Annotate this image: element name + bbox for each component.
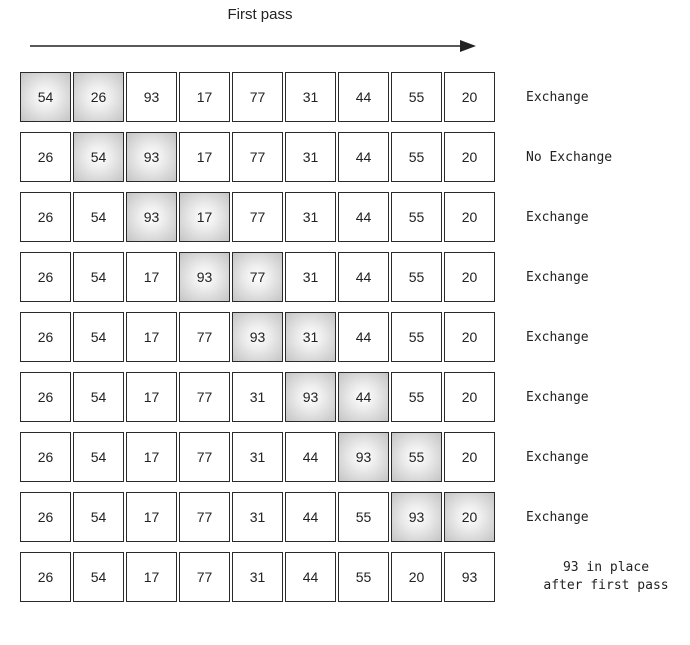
- array-cell: 54: [73, 252, 124, 302]
- array-cell: 77: [232, 132, 283, 182]
- array-cell: 31: [232, 552, 283, 602]
- array-cell: 17: [179, 132, 230, 182]
- array-cell: 77: [232, 192, 283, 242]
- array-cell: 17: [126, 492, 177, 542]
- array-cell: 55: [391, 72, 442, 122]
- array-cell: 77: [179, 552, 230, 602]
- row-result-label: Exchange: [526, 269, 589, 285]
- array-cell: 44: [338, 312, 389, 362]
- array-cell: 26: [20, 492, 71, 542]
- compared-cell: 44: [338, 372, 389, 422]
- row-result-label: No Exchange: [526, 149, 613, 165]
- array-cell: 26: [20, 252, 71, 302]
- compared-cell: 26: [73, 72, 124, 122]
- array-cell: 77: [179, 372, 230, 422]
- array-cell: 20: [444, 372, 495, 422]
- array-cell: 44: [285, 492, 336, 542]
- array-cell: 77: [179, 492, 230, 542]
- array-cell: 26: [20, 192, 71, 242]
- array-cell: 31: [285, 252, 336, 302]
- array-cell: 93: [444, 552, 495, 602]
- array-cell: 44: [338, 192, 389, 242]
- array-cell: 31: [232, 492, 283, 542]
- array-cell: 17: [126, 432, 177, 482]
- array-cell: 26: [20, 552, 71, 602]
- array-cell: 17: [179, 72, 230, 122]
- array-cell: 55: [391, 372, 442, 422]
- arrow-head: [460, 40, 476, 52]
- array-cell: 26: [20, 432, 71, 482]
- row-result-label: Exchange: [526, 329, 589, 345]
- array-cell: 20: [391, 552, 442, 602]
- row-result-label: Exchange: [526, 509, 589, 525]
- array-cell: 31: [285, 192, 336, 242]
- array-cell: 54: [73, 432, 124, 482]
- pass-row: [20, 192, 685, 244]
- array-cell: 20: [444, 72, 495, 122]
- array-cell: 26: [20, 312, 71, 362]
- compared-cell: 55: [391, 432, 442, 482]
- array-cell: 17: [126, 372, 177, 422]
- array-cell: 54: [73, 312, 124, 362]
- row-result-label: Exchange: [526, 449, 589, 465]
- compared-cell: 93: [126, 132, 177, 182]
- array-cell: 55: [338, 492, 389, 542]
- array-cell: 54: [73, 492, 124, 542]
- array-cell: 17: [126, 552, 177, 602]
- array-cell: 44: [338, 132, 389, 182]
- array-cell: 31: [232, 432, 283, 482]
- array-cell: 20: [444, 132, 495, 182]
- pass-row: [20, 252, 685, 304]
- pass-title: First pass: [227, 6, 293, 23]
- array-cell: 20: [444, 312, 495, 362]
- array-cell: 31: [232, 372, 283, 422]
- row-result-label: 93 in place after first pass: [543, 560, 669, 593]
- pass-row: [20, 312, 685, 364]
- pass-row: [20, 432, 685, 484]
- compared-cell: 93: [126, 192, 177, 242]
- array-cell: 54: [73, 552, 124, 602]
- row-result-label: Exchange: [526, 89, 589, 105]
- array-cell: 55: [391, 312, 442, 362]
- array-cell: 77: [179, 312, 230, 362]
- pass-row: [20, 492, 685, 544]
- compared-cell: 93: [285, 372, 336, 422]
- array-cell: 77: [232, 72, 283, 122]
- array-cell: 55: [391, 192, 442, 242]
- array-cell: 17: [126, 312, 177, 362]
- compared-cell: 20: [444, 492, 495, 542]
- array-cell: 20: [444, 192, 495, 242]
- array-cell: 55: [391, 252, 442, 302]
- array-cell: 26: [20, 132, 71, 182]
- compared-cell: 93: [391, 492, 442, 542]
- array-cell: 54: [73, 372, 124, 422]
- pass-row: [20, 132, 685, 184]
- array-cell: 55: [338, 552, 389, 602]
- pass-row: [20, 72, 685, 124]
- compared-cell: 93: [338, 432, 389, 482]
- array-cell: 31: [285, 72, 336, 122]
- array-cell: 20: [444, 432, 495, 482]
- array-cell: 44: [338, 252, 389, 302]
- compared-cell: 93: [179, 252, 230, 302]
- compared-cell: 77: [232, 252, 283, 302]
- compared-cell: 17: [179, 192, 230, 242]
- compared-cell: 54: [73, 132, 124, 182]
- compared-cell: 31: [285, 312, 336, 362]
- array-cell: 93: [126, 72, 177, 122]
- array-cell: 17: [126, 252, 177, 302]
- row-result-label: Exchange: [526, 389, 589, 405]
- compared-cell: 54: [20, 72, 71, 122]
- array-cell: 77: [179, 432, 230, 482]
- array-cell: 44: [338, 72, 389, 122]
- compared-cell: 93: [232, 312, 283, 362]
- pass-row: [20, 372, 685, 424]
- array-cell: 44: [285, 552, 336, 602]
- array-cell: 26: [20, 372, 71, 422]
- array-cell: 55: [391, 132, 442, 182]
- array-cell: 31: [285, 132, 336, 182]
- pass-row: [20, 552, 685, 604]
- direction-arrow: [28, 36, 478, 56]
- array-cell: 54: [73, 192, 124, 242]
- array-cell: 44: [285, 432, 336, 482]
- row-result-label: Exchange: [526, 209, 589, 225]
- array-cell: 20: [444, 252, 495, 302]
